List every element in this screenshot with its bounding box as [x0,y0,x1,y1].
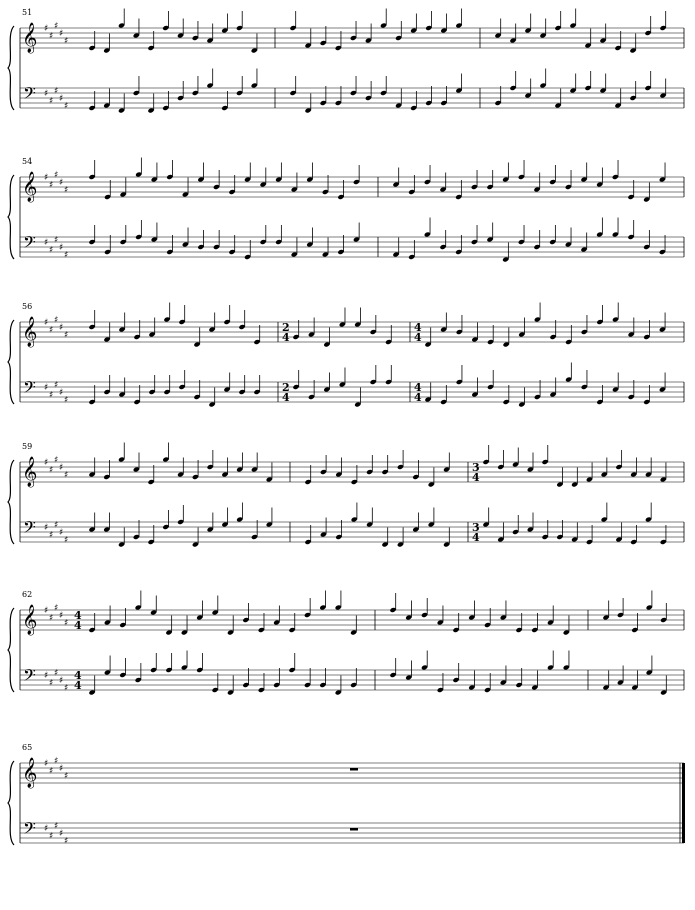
sharp-sign: ♯ [59,178,64,188]
sharp-sign: ♯ [49,530,54,541]
bass-staff [20,218,684,263]
grand-staff-brace [8,761,14,845]
treble-staff [20,591,684,637]
music-system [20,743,685,847]
sharp-sign: ♯ [49,245,54,256]
sharp-sign: ♯ [59,611,64,621]
sharp-sign: ♯ [64,185,69,196]
treble-clef-icon: 𝄞 [22,23,38,53]
treble-staff [20,158,684,204]
sharp-sign: ♯ [59,29,64,39]
sharp-sign: ♯ [49,678,54,689]
sharp-sign: ♯ [44,24,49,34]
treble-staff [20,9,684,55]
sharp-sign: ♯ [59,528,64,538]
grand-staff-brace [8,608,14,692]
bass-clef-icon: 𝄢 [23,83,36,107]
sharp-sign: ♯ [64,330,69,341]
sharp-sign: ♯ [54,756,59,767]
sharp-sign: ♯ [49,325,54,336]
grand-staff-brace [8,175,14,259]
sharp-sign: ♯ [59,463,64,473]
bass-staff [20,363,684,408]
sharp-sign: ♯ [54,603,59,614]
sharp-sign: ♯ [64,535,69,546]
sharp-sign: ♯ [44,318,49,328]
sharp-sign: ♯ [44,759,49,769]
sharp-sign: ♯ [54,821,59,832]
time-signature-denominator: 4 [74,619,82,632]
music-system [20,157,684,262]
sharp-sign: ♯ [44,173,49,183]
sharp-sign: ♯ [64,683,69,694]
measure-number: 62 [22,590,33,599]
sharp-sign: ♯ [49,180,54,191]
sharp-sign: ♯ [59,388,64,398]
sharp-sign: ♯ [64,36,69,47]
measure-number: 56 [22,302,33,311]
whole-rest [350,768,358,771]
treble-staff [20,303,684,349]
sharp-sign: ♯ [64,395,69,406]
sharp-sign: ♯ [54,455,59,466]
time-signature-numerator: 4 [414,321,422,334]
grand-staff-brace [8,26,14,110]
sharp-sign: ♯ [54,170,59,181]
final-barline [682,763,685,843]
time-signature-numerator: 3 [472,461,480,474]
time-signature-denominator: 4 [74,679,82,692]
grand-staff-brace [8,460,14,544]
treble-clef-icon: 𝄞 [22,758,38,788]
time-signature-denominator: 4 [282,331,290,344]
time-signature-numerator: 2 [282,381,290,394]
bass-staff [20,69,684,114]
time-signature-denominator: 4 [414,391,422,404]
time-signature-numerator: 3 [472,521,480,534]
bass-clef-icon: 𝄢 [23,232,36,256]
sharp-sign: ♯ [44,824,49,834]
measure-number: 65 [22,743,33,752]
music-system [20,590,684,695]
sharp-sign: ♯ [54,520,59,531]
sharp-sign: ♯ [54,668,59,679]
sharp-sign: ♯ [54,235,59,246]
time-signature-numerator: 2 [282,321,290,334]
sharp-sign: ♯ [49,96,54,107]
sharp-sign: ♯ [64,250,69,261]
time-signature-denominator: 4 [414,331,422,344]
sharp-sign: ♯ [59,323,64,333]
bass-clef-icon: 𝄢 [23,517,36,541]
treble-staff [20,757,684,790]
time-signature-denominator: 4 [282,391,290,404]
bass-clef-icon: 𝄢 [23,665,36,689]
measure-number: 59 [22,442,33,451]
sharp-sign: ♯ [44,671,49,681]
time-signature-denominator: 4 [472,471,480,484]
sharp-sign: ♯ [44,606,49,616]
sharp-sign: ♯ [49,766,54,777]
sharp-sign: ♯ [49,31,54,42]
treble-clef-icon: 𝄞 [22,605,38,635]
sharp-sign: ♯ [44,238,49,248]
sharp-sign: ♯ [44,523,49,533]
treble-clef-icon: 𝄞 [22,457,38,487]
sharp-sign: ♯ [64,618,69,629]
sharp-sign: ♯ [59,676,64,686]
sharp-sign: ♯ [44,383,49,393]
bass-clef-icon: 𝄢 [23,818,36,842]
sharp-sign: ♯ [49,613,54,624]
time-signature-denominator: 4 [472,531,480,544]
sharp-sign: ♯ [64,836,69,847]
sharp-sign: ♯ [54,86,59,97]
sharp-sign: ♯ [44,458,49,468]
time-signature-numerator: 4 [74,609,82,622]
music-system [20,302,684,407]
whole-rest [350,828,358,831]
grand-staff-brace [8,320,14,404]
bass-staff [20,818,684,847]
treble-staff [20,443,684,489]
sharp-sign: ♯ [49,390,54,401]
measure-number: 51 [22,8,33,17]
sharp-sign: ♯ [59,764,64,774]
bass-clef-icon: 𝄢 [23,377,36,401]
bass-staff [20,651,684,696]
treble-clef-icon: 𝄞 [22,317,38,347]
bass-staff [20,503,684,548]
sharp-sign: ♯ [54,21,59,32]
sharp-sign: ♯ [64,771,69,782]
sharp-sign: ♯ [59,829,64,839]
measure-number: 54 [22,157,33,166]
music-system [20,442,684,547]
time-signature-numerator: 4 [74,669,82,682]
sharp-sign: ♯ [54,315,59,326]
treble-clef-icon: 𝄞 [22,172,38,202]
sharp-sign: ♯ [54,380,59,391]
sharp-sign: ♯ [59,243,64,253]
sharp-sign: ♯ [49,831,54,842]
sharp-sign: ♯ [64,470,69,481]
sharp-sign: ♯ [44,89,49,99]
music-system [20,8,684,113]
sharp-sign: ♯ [64,101,69,112]
time-signature-numerator: 4 [414,381,422,394]
sharp-sign: ♯ [59,94,64,104]
sharp-sign: ♯ [49,465,54,476]
